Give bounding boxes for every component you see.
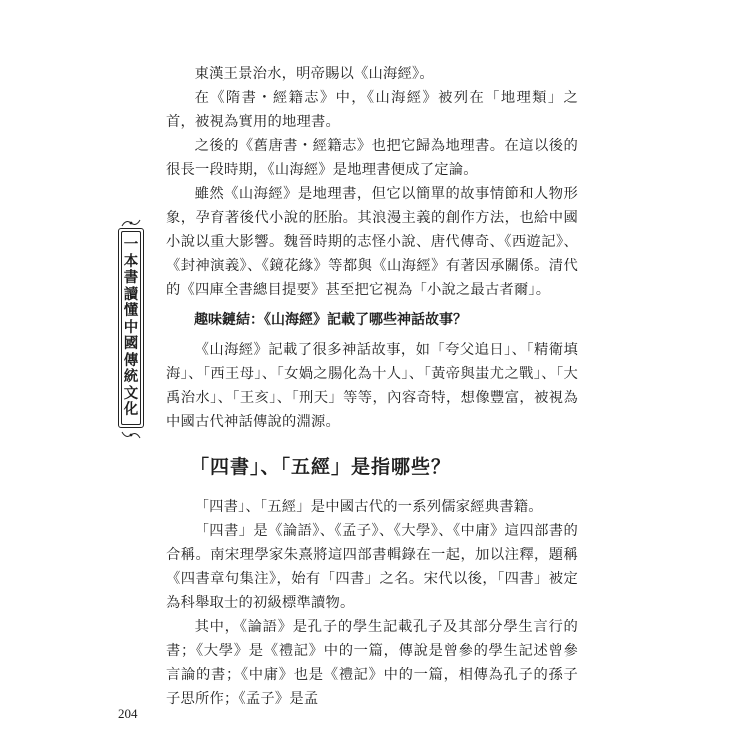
section-shanhaijing [166,62,578,434]
side-title-char: 文 [123,384,139,402]
paragraph: 《山海經》記載了很多神話故事，如「夸父追日」、「精衛填海」、「西王母」、「女媧之腸化為十人」、「黃帝與蚩尤之戰」、「大禹治水」、「王亥」、「刑天」等等，內容奇特，想像豐富，被視為中國古代神話傳說的淵源。 [166,342,578,430]
side-title-char: 一 [123,236,139,253]
top-ornament-icon [120,218,142,228]
bottom-ornament-icon [120,430,142,440]
paragraph: 東漢王景治水，明帝賜以《山海經》。 [194,66,434,82]
side-title-char: 中 [123,318,139,336]
paragraph: 雖然《山海經》是地理書，但它以簡單的故事情節和人物形象，孕育著後代小說的胚胎。其浪漫主義的創作方法，也給中國小說以重大影響。魏晉時期的志怪小說、唐代傳奇、《西遊記》、《封神演義》、《鏡花緣》等都與《山海經》有著因承關係。清代的《四庫全書總目提要》甚至把它視為「小說之最古者爾」。 [166,186,578,298]
paragraph: 「四書」是《論語》、《孟子》、《大學》、《中庸》這四部書的合稱。南宋理學家朱熹將這四部書輯錄在一起，加以注釋，題稱《四書章句集注》，始有「四書」之名。宋代以後，「四書」被定為科舉取士的初級標準讀物。 [166,523,578,611]
side-title-char: 化 [123,401,139,418]
paragraph: 其中，《論語》是孔子的學生記載孔子及其部分學生言行的書；《大學》是《禮記》中的一篇，傳說是曾參的學生記述曾參言論的書；《中庸》也是《禮記》中的一篇，相傳為孔子的孫子子思所作；《孟子》是孟 [166,619,578,707]
fun-link-subheading: 趣味鏈結：《山海經》記載了哪些神話故事？ [194,312,467,328]
page-number: 204 [118,706,138,721]
side-title-char: 國 [123,335,139,352]
paragraph: 「四書」、「五經」是中國古代的一系列儒家經典書籍。 [194,499,543,515]
side-title-char: 本 [123,252,139,270]
side-title-char: 懂 [123,302,139,319]
side-title-char: 讀 [123,285,139,303]
paragraph: 在《隋書・經籍志》中，《山海經》被列在「地理類」之首，被視為實用的地理書。 [166,90,578,130]
section-four-books [166,495,578,711]
side-title-char: 傳 [123,351,139,369]
paragraph: 之後的《舊唐書・經籍志》也把它歸為地理書。在這以後的很長一段時期，《山海經》是地理書便成了定論。 [166,138,578,178]
side-title-text [119,237,143,419]
side-title-char: 統 [123,368,139,385]
section-heading: 「四書」、「五經」是指哪些？ [190,456,452,478]
side-book-title [118,228,144,428]
side-title-char: 書 [123,269,139,286]
